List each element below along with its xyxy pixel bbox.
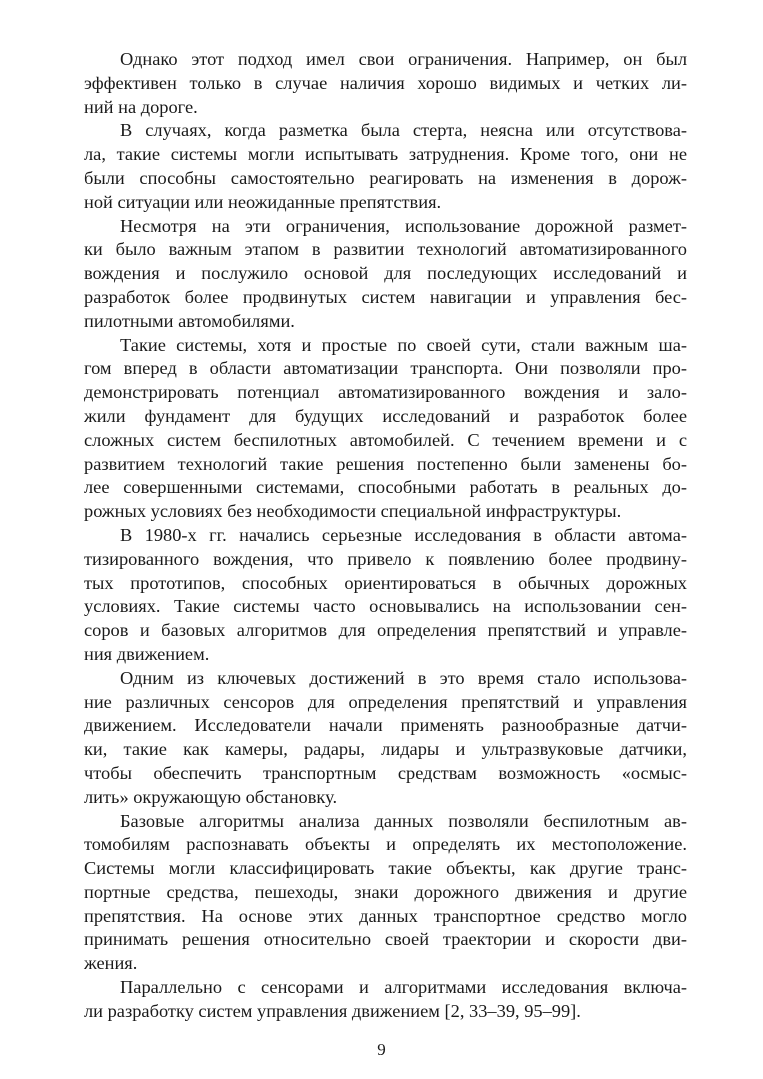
text-line: разработок более продвинутых систем навигации и управления бес- [84,286,687,307]
text-line: тизированного вождения, что привело к появлению более продвину- [84,548,687,569]
text-line: гом вперед в области автоматизации транспорта. Они позволяли про- [84,358,687,379]
text-line: В случаях, когда разметка была стерта, неясна или отсутствова- [120,120,687,141]
text-line: Одним из ключевых достижений в это время стало использова- [120,667,687,688]
paragraph [84,334,687,524]
text-line: ной ситуации или неожиданные препятствия. [84,191,442,212]
text-line: соров и базовых алгоритмов для определения препятствий и управле- [84,620,687,641]
text-line: движением. Исследователи начали применять разнообразные датчи- [84,715,687,736]
text-line: В 1980-х гг. начались серьезные исследования в области автома- [120,524,687,545]
text-line: чтобы обеспечить транспортным средствам возможность «осмыс- [84,762,687,783]
text-line: ние различных сенсоров для определения препятствий и управления [84,691,687,712]
text-line: ки, такие как камеры, радары, лидары и ультразвуковые датчики, [84,739,687,760]
paragraph [84,215,687,334]
text-line: были способны самостоятельно реагировать на изменения в дорож- [84,167,687,188]
text-line: вождения и послужило основой для последующих исследований и [84,263,687,284]
text-line: Несмотря на эти ограничения, использование дорожной размет- [120,215,687,236]
text-line: Однако этот подход имел свои ограничения. Например, он был [120,49,687,69]
text-line: препятствия. На основе этих данных транспортное средство могло [84,905,687,926]
text-line: ний на дороге. [84,96,198,117]
paragraph [84,524,687,667]
body-text [84,48,687,1024]
paragraph [84,976,687,1024]
text-line: демонстрировать потенциал автоматизированного вождения и зало- [84,382,687,403]
text-line: развитием технологий такие решения постепенно были заменены бо- [84,453,687,474]
text-line: томобилям распознавать объекты и определять их местоположение. [84,834,687,855]
text-line: ния движением. [84,643,210,664]
paragraph [84,119,687,214]
paragraph [84,48,687,119]
text-line: лить» окружающую обстановку. [84,786,338,807]
paragraph [84,810,687,977]
text-line: тых прототипов, способных ориентироваться в обычных дорожных [84,572,687,593]
text-line: ла, такие системы могли испытывать затруднения. Кроме того, они не [84,144,687,165]
text-line: жения. [84,953,138,974]
text-line: Системы могли классифицировать такие объекты, как другие транс- [84,858,687,879]
text-line: пилотными автомобилями. [84,310,295,331]
text-line: жили фундамент для будущих исследований и разработок более [84,405,687,426]
text-line: Базовые алгоритмы анализа данных позволяли беспилотным ав- [120,810,687,831]
text-line: сложных систем беспилотных автомобилей. С течением времени и с [84,429,687,450]
text-line: ки было важным этапом в развитии технологий автоматизированного [84,239,687,260]
text-line: принимать решения относительно своей траектории и скорости дви- [84,929,687,950]
text-line: лее совершенными системами, способными работать в реальных до- [84,477,687,498]
text-line: ли разработку систем управления движением [2, 33–39, 95–99]. [84,1000,581,1021]
text-line: портные средства, пешеходы, знаки дорожного движения и другие [84,881,687,902]
text-line: Такие системы, хотя и простые по своей сути, стали важным ша- [120,334,687,355]
text-line: Параллельно с сенсорами и алгоритмами исследования включа- [120,977,687,998]
page-number: 9 [377,1040,386,1059]
paragraph [84,667,687,810]
text-line: эффективен только в случае наличия хорошо видимых и четких ли- [84,72,687,93]
text-line: условиях. Такие системы часто основывались на использовании сен- [84,596,687,617]
text-line: рожных условиях без необходимости специальной инфраструктуры. [84,501,622,522]
